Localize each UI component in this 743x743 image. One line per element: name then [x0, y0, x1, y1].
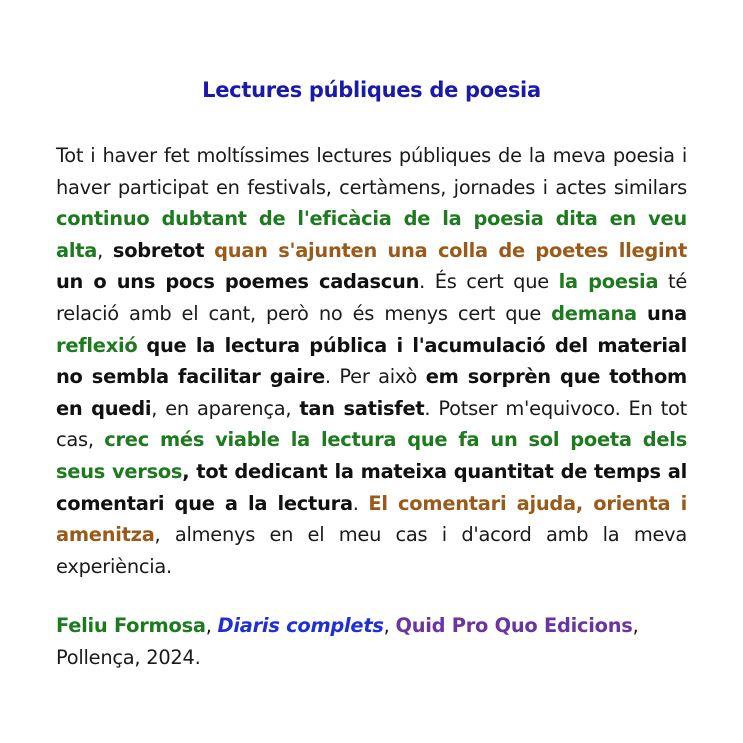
text-run	[204, 239, 214, 262]
citation-publisher: Quid Pro Quo Edicions	[395, 614, 633, 638]
text-run: .	[352, 491, 369, 515]
citation-book-title: Diaris complets	[217, 614, 384, 638]
body-paragraph	[56, 140, 687, 582]
bold-emphasis: una	[647, 301, 687, 325]
text-run: , en aparença,	[151, 396, 300, 420]
text-run	[637, 302, 647, 325]
text-run: Tot i haver fet moltíssimes lectures públiques de la meva poesia i haver participat en festivals, certàmens, jornades i actes similars	[56, 144, 687, 199]
text-run: ,	[97, 238, 113, 262]
bold-emphasis: tot dedicant la mateixa quantitat de temps al comentari que a la lectura	[56, 459, 687, 515]
bold-emphasis: em sorprèn que tothom en quedi	[56, 365, 687, 420]
document-page	[56, 78, 687, 693]
page-title: Lectures públiques de poesia	[202, 78, 541, 102]
text-run	[137, 334, 146, 357]
text-run: . Potser m'equivoco. En tot cas,	[56, 396, 687, 452]
green-emphasis: continuo dubtant de l'eficàcia de la poesia dita en veu alta	[56, 207, 687, 262]
orange-emphasis: El comentari ajuda, orienta i amenitza	[56, 491, 687, 547]
bold-emphasis: sobretot	[112, 238, 205, 262]
bold-emphasis: ,	[182, 459, 197, 483]
text-run: . Per això	[324, 365, 426, 389]
bold-emphasis: un o uns pocs poemes cadascun	[56, 270, 420, 294]
citation-separator: ,	[383, 614, 396, 638]
text-run: , almenys en el meu cas i d'acord amb la meva experiència.	[56, 523, 687, 578]
bold-emphasis: que la lectura pública i l'acumulació del material no sembla facilitar gaire	[56, 333, 688, 389]
text-run: . És cert que	[419, 270, 559, 294]
citation-author: Feliu Formosa	[56, 614, 206, 638]
citation-separator: ,	[205, 614, 218, 638]
citation	[56, 610, 687, 673]
text-run: té relació amb el cant, però no és menys cert que	[56, 270, 688, 325]
green-emphasis: la poesia	[558, 270, 659, 294]
green-emphasis: crec més viable la lectura que fa un sol poeta dels seus versos	[56, 428, 687, 483]
orange-emphasis: quan s'ajunten una colla de poetes llegint	[214, 238, 687, 262]
green-emphasis: reflexió	[56, 333, 138, 357]
bold-emphasis: tan satisfet	[299, 396, 425, 420]
green-emphasis: demana	[551, 301, 637, 325]
citation-place-year: , Pollença, 2024.	[56, 614, 639, 669]
